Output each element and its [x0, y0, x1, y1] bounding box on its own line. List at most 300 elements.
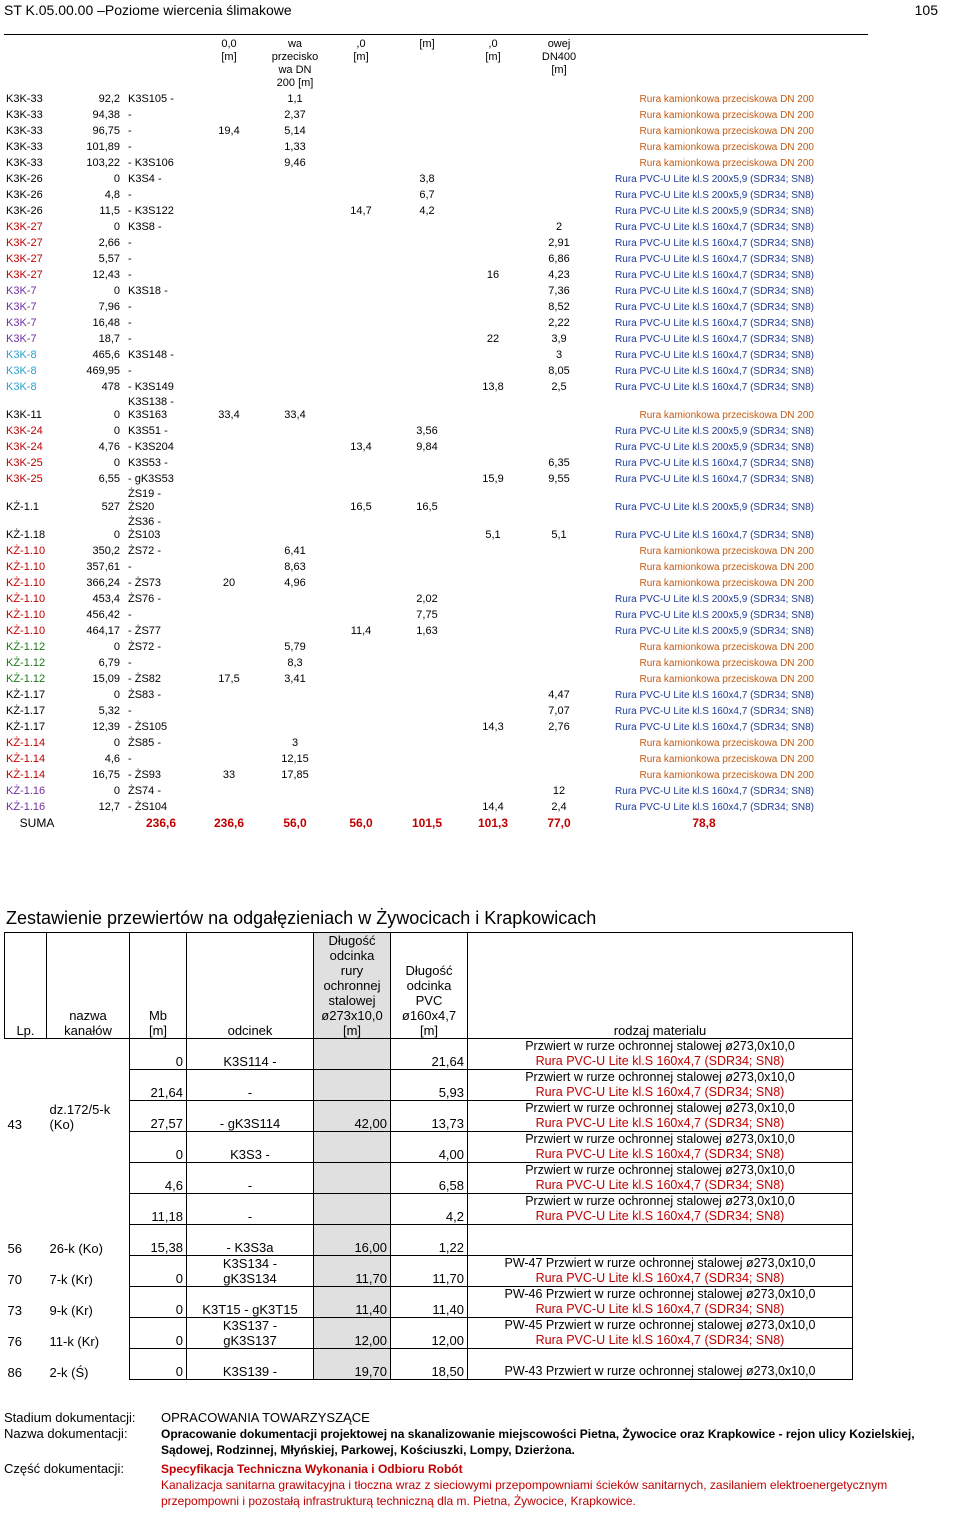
kanal-cell: K3K-25 [6, 457, 43, 469]
table-row [4, 470, 816, 486]
kanal-cell: K3K-26 [6, 173, 43, 185]
value-cell: 2,22 [548, 317, 570, 329]
kanal-cell: KŻ-1.18 [6, 529, 46, 541]
value-cell [328, 314, 394, 330]
value-cell: 6,35 [548, 457, 570, 469]
value-cell: 16,5 [350, 501, 372, 513]
value-cell [196, 438, 262, 454]
value-cell: 7,75 [416, 609, 438, 621]
material-line-1: PW-47 Przwiert w rurze ochronnej stalowej ø273,0x10,0 [504, 1256, 816, 1270]
material-cell: Rura kamionkowa przeciskowa DN 200 [639, 94, 814, 105]
value-cell [460, 622, 526, 638]
kanal-cell: K3K-33 [6, 157, 43, 169]
value-cell [460, 702, 526, 718]
value-cell [196, 218, 262, 234]
value-cell [196, 138, 262, 154]
material-cell: Rura kamionkowa przeciskowa DN 200 [639, 658, 814, 669]
value-cell [394, 314, 460, 330]
kanal-cell: K3K-33 [6, 141, 43, 153]
material-cell [468, 1194, 853, 1225]
value-cell: 8,05 [548, 365, 570, 377]
value-cell [262, 798, 328, 814]
value-cell [526, 422, 592, 438]
value-cell [460, 670, 526, 686]
page-header [0, 0, 960, 22]
odcinek-cell: K3S138 - K3S163 [128, 396, 174, 421]
value-cell [328, 266, 394, 282]
value-cell [196, 378, 262, 394]
nazwa-cell: 2-k (Ś) [49, 1364, 89, 1380]
kanal-cell: K3K-33 [6, 109, 43, 121]
value-cell [196, 734, 262, 750]
odcinek-cell: ŻS36 - ŻS103 [128, 516, 162, 541]
value-cell [526, 606, 592, 622]
sum-row [4, 814, 816, 830]
mb-cell: 0 [130, 1318, 187, 1349]
drilling-table [4, 38, 816, 830]
value-cell [394, 670, 460, 686]
material-cell: Rura PVC-U Lite kl.S 160x4,7 (SDR34; SN8) [615, 366, 814, 377]
mb-cell: 0 [130, 1132, 187, 1163]
table-row [4, 782, 816, 798]
mb-cell: 469,95 [86, 365, 120, 377]
lp-cell: 43 [7, 1116, 22, 1132]
value-cell [328, 378, 394, 394]
value-cell [526, 542, 592, 558]
value-cell [460, 138, 526, 154]
material-line-1: PW-43 Przwiert w rurze ochronnej stalowej ø273,0x10,0 [504, 1364, 816, 1378]
value-cell [460, 298, 526, 314]
sum-value: 56,0 [283, 816, 307, 830]
column-header: ,0 [m] [485, 38, 501, 63]
material-line-2: Rura PVC-U Lite kl.S 160x4,7 (SDR34; SN8) [535, 1333, 785, 1347]
kanal-cell: K3K-8 [6, 381, 37, 393]
value-cell [196, 186, 262, 202]
pvc-cell: 13,73 [391, 1101, 468, 1132]
odcinek-cell: - [128, 333, 132, 345]
value-cell [196, 782, 262, 798]
value-cell: 9,55 [548, 473, 570, 485]
value-cell [526, 574, 592, 590]
value-cell: 6,41 [284, 545, 306, 557]
mb-cell: 12,43 [92, 269, 120, 281]
nazwa-cell [47, 1194, 130, 1225]
lp-cell: 76 [7, 1333, 22, 1349]
kanal-cell: KŻ-1.10 [6, 593, 46, 605]
odcinek-cell: - K3S122 [128, 205, 174, 217]
value-cell [460, 606, 526, 622]
odcinek-cell: K3S3 - [187, 1132, 314, 1163]
value-cell [262, 606, 328, 622]
column-header: wa przecisko wa DN 200 [m] [271, 38, 319, 89]
material-cell: Rura kamionkowa przeciskowa DN 200 [639, 642, 814, 653]
nazwa-label: Nazwa dokumentacji: [4, 1426, 128, 1441]
value-cell [460, 422, 526, 438]
material-cell [468, 1039, 853, 1070]
value-cell [328, 138, 394, 154]
value-cell [394, 470, 460, 486]
value-cell: 5,14 [284, 125, 306, 137]
material-cell: Rura PVC-U Lite kl.S 160x4,7 (SDR34; SN8) [615, 286, 814, 297]
material-cell: Rura PVC-U Lite kl.S 160x4,7 (SDR34; SN8) [615, 706, 814, 717]
table-row [4, 314, 816, 330]
value-cell [262, 250, 328, 266]
value-cell [196, 686, 262, 702]
table-row [4, 282, 816, 298]
value-cell [460, 218, 526, 234]
material-cell: Rura PVC-U Lite kl.S 160x4,7 (SDR34; SN8) [615, 530, 814, 541]
value-cell [394, 702, 460, 718]
material-cell: Rura PVC-U Lite kl.S 160x4,7 (SDR34; SN8) [615, 722, 814, 733]
lp-header: Lp. [5, 933, 47, 1039]
material-line-2: Rura PVC-U Lite kl.S 160x4,7 (SDR34; SN8) [535, 1302, 785, 1316]
value-cell [460, 250, 526, 266]
value-cell [394, 750, 460, 766]
czesc-subtitle: Kanalizacja sanitarna grawitacyjna i tłoczna wraz z sieciowymi przepompowniami ścieków sanitarnych, zasilaniem elektroenergetycznym przepompowni i pozostałą infrastrukturą techniczną dla m. Pietna, Żywocice, Krapkowice. [161, 1478, 888, 1508]
value-cell [196, 170, 262, 186]
value-cell [394, 282, 460, 298]
stal-cell [314, 1194, 391, 1225]
nazwa-cell: dz.172/5-k (Ko) [49, 1101, 111, 1132]
value-cell [328, 394, 394, 422]
value-cell [394, 250, 460, 266]
value-cell [196, 542, 262, 558]
value-cell [460, 234, 526, 250]
value-cell [460, 638, 526, 654]
table-row [5, 1194, 853, 1225]
value-cell [394, 218, 460, 234]
mb-cell: 0 [113, 785, 120, 797]
value-cell: 17,85 [281, 769, 309, 781]
odcinek-cell: - [187, 1163, 314, 1194]
value-cell: 14,7 [350, 205, 372, 217]
table-row [4, 378, 816, 394]
value-cell: 33,4 [218, 409, 240, 421]
value-cell: 1,1 [287, 93, 303, 105]
value-cell [394, 542, 460, 558]
stadium-label: Stadium dokumentacji: [4, 1410, 136, 1425]
kanal-cell: K3K-7 [6, 285, 37, 297]
mb-cell: 96,75 [92, 125, 120, 137]
kanal-cell: KŻ-1.12 [6, 673, 46, 685]
kanal-cell: K3K-27 [6, 237, 43, 249]
value-cell: 33 [222, 769, 236, 781]
value-cell [526, 558, 592, 574]
odcinek-cell: - ŻS82 [128, 673, 162, 685]
mb-cell: 101,89 [86, 141, 120, 153]
pvc-cell: 6,58 [391, 1163, 468, 1194]
table-row [4, 622, 816, 638]
material-cell: Rura PVC-U Lite kl.S 160x4,7 (SDR34; SN8) [615, 350, 814, 361]
value-cell: 2,76 [548, 721, 570, 733]
material-cell [468, 1101, 853, 1132]
table-row [4, 514, 816, 542]
value-cell [394, 362, 460, 378]
value-cell: 2,02 [416, 593, 438, 605]
odcinek-cell: K3S105 - [128, 93, 174, 105]
mb-cell: 92,2 [98, 93, 120, 105]
value-cell [262, 438, 328, 454]
table-row [5, 1101, 853, 1132]
pvc-cell: 21,64 [391, 1039, 468, 1070]
material-line-2: Rura PVC-U Lite kl.S 160x4,7 (SDR34; SN8) [535, 1178, 785, 1192]
value-cell: 4,47 [548, 689, 570, 701]
table-row [4, 250, 816, 266]
value-cell [328, 638, 394, 654]
value-cell: 6,7 [419, 189, 435, 201]
value-cell [196, 590, 262, 606]
material-cell: Rura kamionkowa przeciskowa DN 200 [639, 578, 814, 589]
lp-cell [5, 1070, 47, 1101]
mb-cell: 5,57 [98, 253, 120, 265]
material-cell: Rura kamionkowa przeciskowa DN 200 [639, 562, 814, 573]
odcinek-cell: ŻS85 - [128, 737, 162, 749]
value-cell: 3 [555, 349, 563, 361]
value-cell [196, 422, 262, 438]
value-cell [460, 486, 526, 514]
table-row [4, 438, 816, 454]
value-cell [196, 362, 262, 378]
mb-cell: 0 [113, 641, 120, 653]
kanal-cell: K3K-27 [6, 221, 43, 233]
material-line-2: Rura PVC-U Lite kl.S 160x4,7 (SDR34; SN8) [535, 1116, 785, 1130]
table-row [4, 590, 816, 606]
material-line-1: Przwiert w rurze ochronnej stalowej ø273,0x10,0 [525, 1132, 795, 1146]
odcinek-cell: K3S139 - [187, 1349, 314, 1380]
material-cell: Rura kamionkowa przeciskowa DN 200 [639, 158, 814, 169]
nazwa-cell: 11-k (Kr) [49, 1333, 100, 1349]
mb-cell: 12,7 [98, 801, 120, 813]
value-cell [394, 90, 460, 106]
odcinek-cell: - ŻS104 [128, 801, 168, 813]
value-cell [196, 298, 262, 314]
odcinek-cell: K3S134 - gK3S134 [187, 1256, 314, 1287]
value-cell [328, 606, 394, 622]
value-cell [394, 234, 460, 250]
kanal-cell: KŻ-1.17 [6, 721, 46, 733]
column-header: ,0 [m] [353, 38, 369, 63]
lp-cell: 86 [7, 1364, 22, 1380]
stal-cell: 12,00 [314, 1318, 391, 1349]
material-line-2: Rura PVC-U Lite kl.S 160x4,7 (SDR34; SN8) [535, 1085, 785, 1099]
doc-title: ST K.05.00.00 –Poziome wiercenia ślimakowe [4, 2, 292, 18]
pvc-header: Długość odcinka PVC ø160x4,7 [m] [391, 933, 468, 1039]
value-cell: 8,3 [287, 657, 303, 669]
value-cell: 1,33 [284, 141, 306, 153]
kanal-cell: K3K-7 [6, 317, 37, 329]
odcinek-cell: - K3S3a [187, 1225, 314, 1256]
material-cell: Rura PVC-U Lite kl.S 160x4,7 (SDR34; SN8) [615, 238, 814, 249]
pvc-cell: 18,50 [391, 1349, 468, 1380]
section-title: Zestawienie przewiertów na odgałęzieniach w Żywocicach i Krapkowicach [6, 908, 597, 928]
mb-cell: 527 [101, 501, 120, 513]
nazwa-cell [47, 1070, 130, 1101]
odcinek-cell: K3S114 - [187, 1039, 314, 1070]
material-cell [468, 1070, 853, 1101]
material-line-1: Przwiert w rurze ochronnej stalowej ø273,0x10,0 [525, 1039, 795, 1053]
value-cell [196, 558, 262, 574]
table-row [4, 422, 816, 438]
kanal-cell: K3K-8 [6, 349, 37, 361]
material-cell: Rura PVC-U Lite kl.S 200x5,9 (SDR34; SN8) [615, 174, 814, 185]
value-cell [394, 106, 460, 122]
value-cell [328, 750, 394, 766]
mb-cell: 0 [113, 529, 120, 541]
table-row [4, 106, 816, 122]
odcinek-cell: - [128, 609, 132, 621]
value-cell [460, 574, 526, 590]
value-cell [196, 750, 262, 766]
doc-footer [4, 1410, 941, 1509]
mb-cell: 0 [113, 409, 120, 421]
value-cell [328, 686, 394, 702]
value-cell: 16,5 [416, 501, 438, 513]
value-cell [262, 486, 328, 514]
table-row [4, 606, 816, 622]
value-cell [394, 766, 460, 782]
table-row [4, 394, 816, 422]
kanal-cell: KŻ-1.14 [6, 737, 46, 749]
value-cell [526, 186, 592, 202]
kanal-cell: K3K-24 [6, 441, 43, 453]
value-cell [328, 782, 394, 798]
header-blank [4, 38, 70, 90]
material-cell: Rura kamionkowa przeciskowa DN 200 [639, 754, 814, 765]
value-cell: 3,9 [551, 333, 567, 345]
value-cell [526, 486, 592, 514]
mb-cell: 464,17 [86, 625, 120, 637]
material-line-1: Przwiert w rurze ochronnej stalowej ø273,0x10,0 [525, 1101, 795, 1115]
value-cell [526, 622, 592, 638]
mb-cell: 0 [113, 457, 120, 469]
value-cell [460, 202, 526, 218]
value-cell [460, 750, 526, 766]
value-cell [460, 542, 526, 558]
value-cell [460, 170, 526, 186]
material-cell: Rura kamionkowa przeciskowa DN 200 [639, 110, 814, 121]
value-cell [262, 266, 328, 282]
material-cell: Rura PVC-U Lite kl.S 200x5,9 (SDR34; SN8) [615, 190, 814, 201]
table-row [4, 486, 816, 514]
odcinek-cell: - [128, 705, 132, 717]
value-cell [262, 454, 328, 470]
sum-value: 236,6 [213, 816, 245, 830]
column-header: 0,0 [m] [221, 38, 237, 63]
value-cell [196, 330, 262, 346]
material-cell: Rura PVC-U Lite kl.S 160x4,7 (SDR34; SN8) [615, 786, 814, 797]
material-cell: Rura PVC-U Lite kl.S 200x5,9 (SDR34; SN8) [615, 206, 814, 217]
value-cell [526, 138, 592, 154]
material-cell: Rura PVC-U Lite kl.S 160x4,7 (SDR34; SN8) [615, 222, 814, 233]
mb-cell: 0 [113, 425, 120, 437]
value-cell [196, 454, 262, 470]
nazwa-cell: 26-k (Ko) [49, 1240, 103, 1256]
odcinek-cell: - [128, 189, 132, 201]
odcinek-cell: - gK3S53 [128, 473, 174, 485]
value-cell [460, 734, 526, 750]
odcinek-cell: - [128, 657, 132, 669]
value-cell [460, 314, 526, 330]
value-cell [328, 574, 394, 590]
nazwa-value: Opracowanie dokumentacji projektowej na skanalizowanie miejscowości Pietna, Żywocice oraz Krapkowice - rejon ulicy Kozielskiej, Sądowej, Rodzinnej, Młyńskiej, Parkowej, Kościuszki, Lompy, Dzierżona. [161, 1427, 915, 1457]
stal-cell: 19,70 [314, 1349, 391, 1380]
value-cell [460, 438, 526, 454]
value-cell [328, 654, 394, 670]
column-header: owej DN400 [m] [541, 38, 577, 76]
value-cell [460, 558, 526, 574]
value-cell [196, 266, 262, 282]
mb-cell: 350,2 [92, 545, 120, 557]
odcinek-cell: K3T15 - gK3T15 [187, 1287, 314, 1318]
odcinek-cell: - [128, 561, 132, 573]
material-cell: Rura PVC-U Lite kl.S 200x5,9 (SDR34; SN8) [615, 502, 814, 513]
material-cell: Rura PVC-U Lite kl.S 160x4,7 (SDR34; SN8) [615, 302, 814, 313]
stal-header: Długość odcinka rury ochronnej stalowej ø273x10,0 [m] [314, 933, 391, 1039]
mb-cell: 478 [101, 381, 120, 393]
mb-cell: 18,7 [98, 333, 120, 345]
value-cell [328, 282, 394, 298]
odcinek-cell: - [128, 269, 132, 281]
material-line-2: Rura PVC-U Lite kl.S 160x4,7 (SDR34; SN8) [535, 1054, 785, 1068]
value-cell: 6,86 [548, 253, 570, 265]
value-cell [460, 154, 526, 170]
header-rule [4, 34, 868, 35]
mb-cell: 4,8 [104, 189, 120, 201]
value-cell [196, 282, 262, 298]
mb-cell: 0 [130, 1287, 187, 1318]
mb-cell: 0 [113, 221, 120, 233]
mb-cell: 11,5 [99, 205, 120, 217]
material-cell [468, 1256, 853, 1287]
table-row [5, 1163, 853, 1194]
value-cell [262, 514, 328, 542]
pvc-cell: 5,93 [391, 1070, 468, 1101]
value-cell [196, 250, 262, 266]
mb-header: Mb [m] [130, 933, 187, 1039]
value-cell [262, 702, 328, 718]
value-cell [196, 514, 262, 542]
kanal-cell: KŻ-1.12 [6, 641, 46, 653]
table-row [5, 1070, 853, 1101]
value-cell [526, 734, 592, 750]
mb-cell: 0 [113, 173, 120, 185]
value-cell [196, 470, 262, 486]
material-cell [468, 1349, 853, 1380]
value-cell [526, 750, 592, 766]
value-cell: 2 [555, 221, 563, 233]
mb-cell: 7,96 [98, 301, 120, 313]
table-row [4, 218, 816, 234]
kanal-cell: KŻ-1.10 [6, 609, 46, 621]
material-line-1: PW-46 Przwiert w rurze ochronnej stalowej ø273,0x10,0 [504, 1287, 816, 1301]
mb-cell: 103,22 [86, 157, 120, 169]
value-cell [196, 234, 262, 250]
value-cell: 20 [222, 577, 236, 589]
table-row [4, 122, 816, 138]
branch-drilling-table [4, 932, 853, 1380]
value-cell [262, 470, 328, 486]
value-cell: 3,56 [416, 425, 438, 437]
value-cell [526, 122, 592, 138]
stal-cell [314, 1070, 391, 1101]
material-cell: Rura PVC-U Lite kl.S 200x5,9 (SDR34; SN8) [615, 442, 814, 453]
value-cell: 2,37 [284, 109, 306, 121]
value-cell [262, 378, 328, 394]
value-cell [526, 90, 592, 106]
sum-value: 236,6 [145, 816, 177, 830]
header-blank [126, 38, 196, 90]
value-cell [460, 90, 526, 106]
